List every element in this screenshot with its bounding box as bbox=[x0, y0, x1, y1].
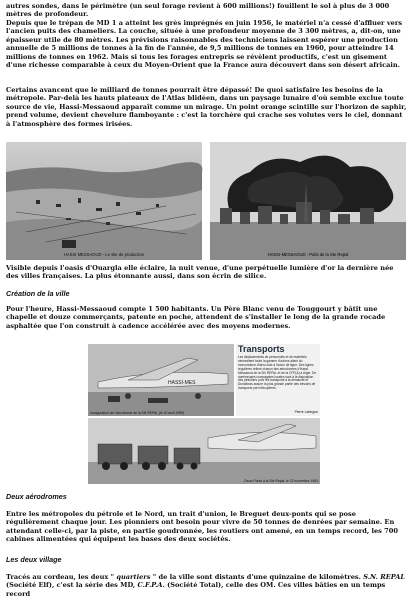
transports-textbox bbox=[236, 344, 320, 416]
heading-villages: Les deux village bbox=[6, 555, 62, 564]
text-quartiers: quartiers bbox=[116, 573, 151, 581]
paragraph-quartiers bbox=[6, 573, 408, 598]
heading-creation: Création de la ville bbox=[6, 289, 70, 298]
photo-oil-wells bbox=[210, 142, 406, 260]
aircraft-caption: Inauguration de l'aérodrome de la SN REPAL (le 20 avril 1959) bbox=[90, 410, 185, 415]
transports-figure bbox=[88, 344, 320, 484]
text-fragment: Tracés au cordeau, les deux " bbox=[6, 573, 117, 581]
desert-site-image bbox=[6, 142, 202, 260]
heading-aerodromes: Deux aérodromes bbox=[6, 492, 67, 501]
transports-body: Les déplacements de personnels et de matériels nécessitent toute la gamme d'avions allant du monomoteur d'aéro-club à l'avion de ligne. Des lignes régulières relient chacun des aérodromes d'Hassi-Messaoud de la SN REPAL et de la CFP(A) à Alger. De nombreuses compagnies locales sont à la disposition des pétroliers pour les transports à la demande et Dunaforas assure la plus grande partie des besoins de transports par hélicoptères. bbox=[238, 355, 317, 391]
photo-aircraft bbox=[88, 344, 234, 416]
photo-production-site bbox=[6, 142, 202, 260]
paragraph-ouargla: Visible depuis l'oasis d'Ouargla elle éclaire, la nuit venue, d'une perpétuelle lumière d'or la dernière née des villes françaises. La plus étonnante aussi, dans son écrin de silice. bbox=[6, 264, 394, 281]
paragraph-forages: autres sondes, dans le périmètre (un seul forage revient à 600 millions!) fouillent le sol à plus de 3 000 mètres de profondeur. bbox=[6, 2, 390, 19]
deux-ponts-caption: Deux-Ponts à la Ste Repal, le 22 novembre 1963 bbox=[244, 478, 318, 483]
paragraph-breguet: Entre les métropoles du pétrole et le Nord, un trait d'union, le Breguet deux-ponts qui se pose régulièrement chaque jour. Les pionniers ont besoin pour vivre de 50 tonnes de denrées par semaine. En attendant celle-ci, par la piste, en partie goudronnée, les routiers ont amené, en un temps record, les 700 cabines alimentées qui équipent les bases des deux sociétés. bbox=[6, 510, 398, 544]
aircraft-image bbox=[88, 344, 234, 416]
text-fragment: " de la ville sont distants d'une quinzaine de kilomètres. bbox=[150, 573, 364, 581]
text-sn-repal: S.N. REPAL bbox=[363, 573, 405, 581]
aircraft-marking: HASSI-MES bbox=[168, 380, 196, 386]
paragraph-habitants: Pour l'heure, Hassi-Messaoud compte 1 500 habitants. Un Père Blanc venu de Touggourt y bâtit une chapelle et douze commerçants, patente en poche, attendent de s'installer le long de la grande rocade asphaltée que l'on construit à cadence accélérée avec des moyens modernes. bbox=[6, 305, 386, 330]
oil-well-smoke-image bbox=[210, 142, 406, 260]
photo-caption-right: HASSI-MESSAOUD - Puits de la Ste Repal bbox=[267, 252, 349, 257]
text-fragment: (Société Elf), c'est la série des MD, bbox=[6, 581, 138, 590]
trucks-and-plane-image bbox=[88, 418, 320, 484]
paragraph-production: Depuis que le trépan de MD 1 a atteint les grès imprégnés en juin 1956, le matériel n'a cessé d'affluer vers l'ancien puits des chameliers. La couche, située à une profondeur moyenne de 3 300 mètres, a, dit-on, une épaisseur utile de 80 mètres. Les prévisions raisonnables des techniciens laissent espérer une production annuelle de 5 millions de tonnes à la fin de l'année, de 9,5 millions de tonnes en 1960, pour atteindre 14 millions de tonnes en 1962. Mais si tous les forages entrepris se révèlent productifs, c'est un gisement d'une richesse comparable à ceux du Moyen-Orient que la France aura découvert dans son désert africain. bbox=[6, 19, 403, 70]
paragraph-milliard: Certains avancent que le milliard de tonnes pourrait être dépassé! De quoi satisfaire les besoins de la métropole. Par-delà les hauts plateaux de l'Atlas blidéen, dans un paysage lunaire d'où semble exclue toute source de vie, Hassi-Messaoud apparaît comme un mirage. Un point orange scintille sur l'horizon de saphir, prend volume, devient chevelure flamboyante : c'est la torchère qui crache ses volutes vers le ciel, donnant à l'atmosphère des formes irisées. bbox=[6, 86, 407, 128]
transports-title: Transports bbox=[238, 344, 285, 354]
text-cfpa: C.F.P.A. bbox=[137, 581, 165, 590]
text-fragment: (Société Total), celle des OM. Ces villes bâties en un temps record bbox=[6, 581, 386, 598]
photo-caption-left: HASSI MESSAOUD - Le site de production bbox=[63, 252, 145, 257]
photo-credit: Pierre Lafargue bbox=[294, 410, 318, 414]
